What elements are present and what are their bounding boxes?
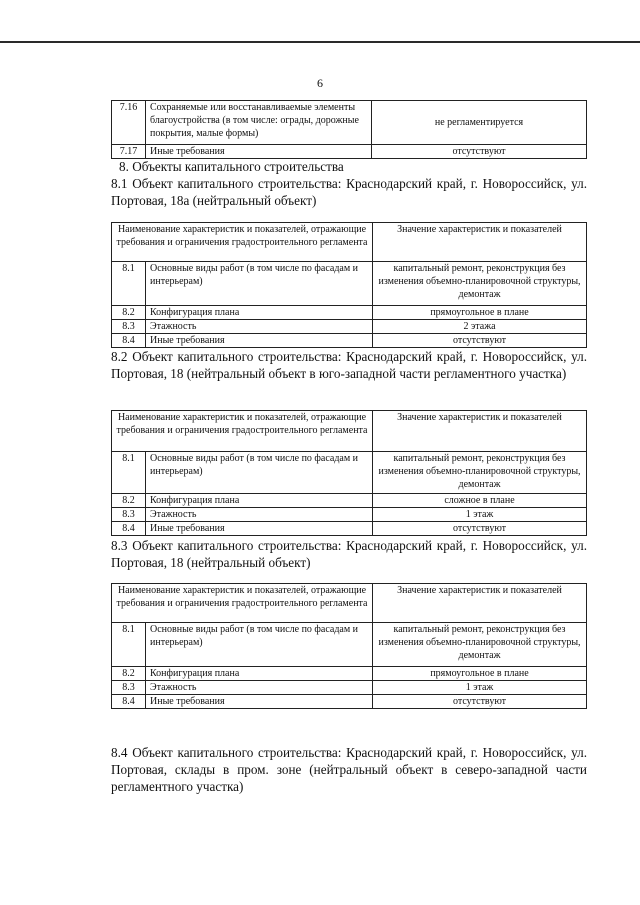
row-number: 7.17 [112,145,146,159]
table-row [112,667,587,681]
table-row [112,334,587,348]
table-row [112,522,587,536]
table-row [112,306,587,320]
header-characteristics: Наименование характеристик и показателей, отражающие требования и ограничения градостроительного регламента [112,223,373,262]
row-name: Конфигурация плана [146,667,373,681]
row-value: 2 этажа [373,320,587,334]
row-value: капитальный ремонт, реконструкция без изменения объемно-планировочной структуры, демонтаж [373,623,587,667]
table-object-8-2 [111,410,587,536]
row-value: прямоугольное в плане [373,667,587,681]
row-name: Основные виды работ (в том числе по фасадам и интерьерам) [146,452,373,494]
row-number: 8.1 [112,262,146,306]
row-number: 8.1 [112,623,146,667]
row-name: Иные требования [146,334,373,348]
table-row [112,262,587,306]
row-name: Иные требования [146,145,372,159]
table-section-7-continuation [111,100,587,159]
table-header-row [112,584,587,623]
object-heading-8-3: 8.3 Объект капитального строительства: Краснодарский край, г. Новороссийск, ул. Портовая, 18 (нейтральный объект) [111,538,587,570]
row-value: 1 этаж [373,681,587,695]
row-value: сложное в плане [373,494,587,508]
table-object-8-3 [111,583,587,709]
row-value: отсутствуют [373,522,587,536]
row-value: не регламентируется [372,101,587,145]
row-number: 7.16 [112,101,146,145]
row-name: Этажность [146,508,373,522]
row-name: Иные требования [146,522,373,536]
row-number: 8.4 [112,522,146,536]
section-8-title: 8. Объекты капитального строительства [119,159,344,174]
object-heading-8-4: 8.4 Объект капитального строительства: Краснодарский край, г. Новороссийск, ул. Портовая, склады в пром. зоне (нейтральный объект в северо-западной части регламентного участка) [111,745,587,794]
row-name: Иные требования [146,695,373,709]
table-row [112,623,587,667]
row-name: Конфигурация плана [146,306,373,320]
row-name: Этажность [146,681,373,695]
table-object-8-1 [111,222,587,348]
row-name: Основные виды работ (в том числе по фасадам и интерьерам) [146,623,373,667]
table-header-row [112,223,587,262]
row-value: прямоугольное в плане [373,306,587,320]
object-heading-8-1: 8.1 Объект капитального строительства: Краснодарский край, г. Новороссийск, ул. Портовая, 18а (нейтральный объект) [111,176,587,208]
row-name: Конфигурация плана [146,494,373,508]
row-number: 8.2 [112,667,146,681]
page-number: 6 [317,76,323,90]
row-number: 8.4 [112,695,146,709]
row-value: 1 этаж [373,508,587,522]
row-number: 8.1 [112,452,146,494]
row-value: отсутствуют [373,334,587,348]
row-number: 8.3 [112,681,146,695]
header-values: Значение характеристик и показателей [373,584,587,623]
table-row [112,101,587,145]
row-value: капитальный ремонт, реконструкция без изменения объемно-планировочной структуры, демонтаж [373,452,587,494]
row-value: отсутствуют [372,145,587,159]
header-values: Значение характеристик и показателей [373,223,587,262]
row-name: Этажность [146,320,373,334]
row-name: Сохраняемые или восстанавливаемые элементы благоустройства (в том числе: ограды, дорожные покрытия, малые формы) [146,101,372,145]
row-number: 8.2 [112,494,146,508]
page-top-rule [0,41,640,43]
row-value: отсутствуют [373,695,587,709]
header-values: Значение характеристик и показателей [373,411,587,452]
header-characteristics: Наименование характеристик и показателей, отражающие требования и ограничения градостроительного регламента [112,584,373,623]
object-heading-8-2: 8.2 Объект капитального строительства: Краснодарский край, г. Новороссийск, ул. Портовая, 18 (нейтральный объект в юго-западной части регламентного участка) [111,349,587,381]
table-row [112,145,587,159]
table-row [112,695,587,709]
row-number: 8.3 [112,508,146,522]
row-name: Основные виды работ (в том числе по фасадам и интерьерам) [146,262,373,306]
row-value: капитальный ремонт, реконструкция без изменения объемно-планировочной структуры, демонтаж [373,262,587,306]
table-row [112,320,587,334]
header-characteristics: Наименование характеристик и показателей, отражающие требования и ограничения градостроительного регламента [112,411,373,452]
table-row [112,681,587,695]
table-row [112,494,587,508]
row-number: 8.2 [112,306,146,320]
row-number: 8.3 [112,320,146,334]
row-number: 8.4 [112,334,146,348]
table-row [112,452,587,494]
table-header-row [112,411,587,452]
table-row [112,508,587,522]
